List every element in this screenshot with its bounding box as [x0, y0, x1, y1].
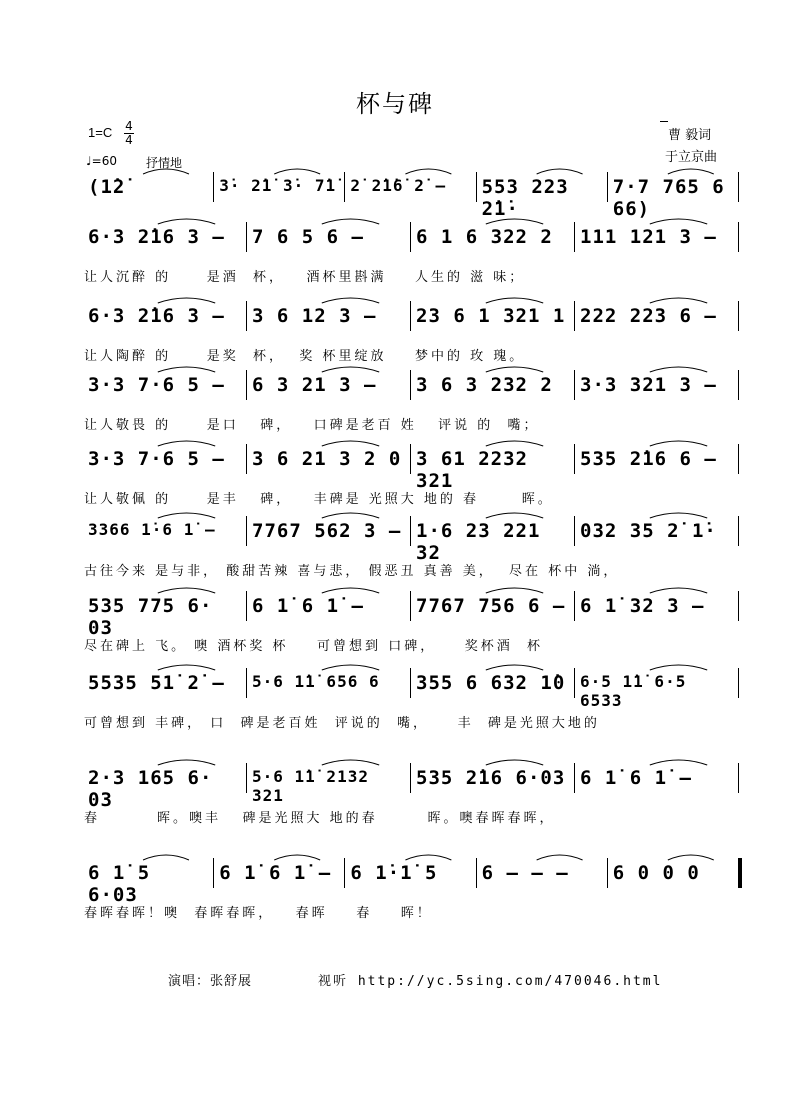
barline — [410, 763, 411, 793]
notes-row — [84, 301, 744, 331]
slur — [486, 588, 543, 593]
slur — [322, 513, 379, 518]
notes-row — [84, 591, 744, 639]
measure: 032 35 2̇ 1̇· — [580, 520, 717, 542]
notes-row — [84, 370, 744, 400]
slur — [668, 169, 714, 174]
key-signature: 1=C — [88, 125, 113, 140]
slur — [158, 588, 215, 593]
slur-marks — [84, 582, 740, 594]
slur — [405, 169, 451, 174]
barline — [738, 591, 739, 621]
barline — [410, 591, 411, 621]
slur-marks — [84, 659, 740, 671]
quarter-note-icon: ♩ — [86, 154, 92, 168]
measure: 3̇· 2̇1̇ 3̇· 7̇1̇ — [219, 176, 337, 195]
slur — [158, 665, 215, 670]
measure: 7767 562 3 – — [252, 520, 402, 542]
measure: 3366 1̇·6 1̇ – — [88, 520, 216, 539]
lyrics-line: 让人沉醉 的 是酒 杯， 酒杯里斟满 人生的 滋 味； — [84, 270, 526, 285]
slur — [322, 760, 379, 765]
barline — [738, 301, 739, 331]
measure: 6 1̇ 6 1̇ – — [580, 767, 692, 789]
slur-marks — [84, 292, 740, 304]
measure: 23 6 1 321 1 — [416, 305, 566, 327]
measure: 6 – – – — [481, 862, 569, 884]
measure: 7·7 765 6 66) — [612, 176, 725, 220]
slur — [322, 588, 379, 593]
slur — [650, 298, 707, 303]
barline — [574, 591, 575, 621]
barline — [574, 763, 575, 793]
slur — [322, 665, 379, 670]
measure: 3·3 7·6 5 – — [88, 448, 225, 470]
score-system — [84, 222, 744, 300]
lyrics-line: 尽在碑上 飞。 噢 酒杯奖 杯 可曾想到 口碑， 奖杯酒 杯 — [84, 639, 543, 654]
measure: 7767 756 6 – — [416, 595, 566, 617]
barline — [410, 222, 411, 252]
measure: 535 775 6· 03 — [88, 595, 213, 639]
slur — [322, 298, 379, 303]
measure: 3 6 21 3 2 0 — [252, 448, 402, 470]
slur — [650, 219, 707, 224]
lyrics-line: 古往今来 是与非， 酸甜苦辣 喜与悲， 假恶丑 真善 美， 尽在 杯中 淌， — [84, 564, 620, 579]
slur — [650, 760, 707, 765]
page-title: 杯与碑 — [356, 90, 434, 118]
lyrics-line: 可曾想到 丰碑， 口 碑是老百姓 评说的 嘴， 丰 碑是光照大地的 — [84, 716, 600, 731]
time-signature — [124, 120, 134, 147]
measure: 6 1̇·1̇ 5 — [350, 862, 438, 884]
slur — [668, 855, 714, 860]
measure: (1̇2̇ — [88, 176, 126, 198]
slur — [158, 367, 215, 372]
barline — [738, 444, 739, 474]
barline — [344, 172, 345, 202]
measure: 535 2̇16 6 – — [580, 448, 717, 470]
measure: 2̇ 2̇1̇6̇ 2̇ – — [350, 176, 447, 195]
slur — [650, 665, 707, 670]
barline — [738, 858, 742, 888]
score-system — [84, 858, 744, 936]
notes-row — [84, 763, 744, 811]
slur — [486, 760, 543, 765]
measure: 6·5 1̇1̇ 6·5 6533 — [580, 672, 687, 710]
measure: 6 1 6 322 2 — [416, 226, 553, 248]
barline — [607, 172, 608, 202]
barline — [574, 222, 575, 252]
lyrics-line: 让人敬畏 的 是口 碑， 口碑是老百 姓 评说 的 嘴； — [84, 418, 540, 433]
slur — [537, 855, 583, 860]
barline — [246, 516, 247, 546]
slur — [322, 367, 379, 372]
measure: 5·6 1̇1̇ 2132 321 — [252, 767, 369, 805]
measure: 222 223 6 – — [580, 305, 717, 327]
measure: 6 0 0 0 — [612, 862, 700, 884]
barline — [738, 222, 739, 252]
time-signature-top: 4 — [125, 119, 133, 133]
notes-row — [84, 222, 744, 252]
slur — [486, 367, 543, 372]
slur-marks — [84, 849, 740, 861]
slur — [158, 441, 215, 446]
barline — [410, 668, 411, 698]
barline — [213, 858, 214, 888]
barline — [246, 591, 247, 621]
barline — [410, 370, 411, 400]
measure: 6 1̇ 5 6·03 — [88, 862, 151, 906]
measure: 7 6 5 6 – — [252, 226, 364, 248]
barline — [213, 172, 214, 202]
slur — [158, 760, 215, 765]
lyrics-line: 让人敬佩 的 是丰 碑， 丰碑是 光照大 地的 春 晖。 — [84, 492, 554, 507]
slur-marks — [84, 163, 740, 175]
measure: 5535 51̇ 2̇ – — [88, 672, 225, 694]
barline — [574, 370, 575, 400]
slur — [158, 513, 215, 518]
notes-row — [84, 172, 744, 220]
barline — [410, 301, 411, 331]
slur — [650, 441, 707, 446]
measure: 553 223 2̇1̇· — [481, 176, 569, 220]
measure: 5·6 1̇1̇ 656 6 — [252, 672, 380, 691]
measure: 2·3 165 6· 03 — [88, 767, 213, 811]
barline — [246, 370, 247, 400]
lyrics-line: 春 晖。噢丰 碑是光照大 地的春 晖。噢春晖春晖， — [84, 811, 556, 826]
slur — [322, 441, 379, 446]
time-signature-bottom: 4 — [125, 133, 133, 147]
measure: 6 1̇ 32 3 – — [580, 595, 705, 617]
slur — [143, 169, 189, 174]
slur-marks — [84, 507, 740, 519]
credit-rule — [660, 121, 668, 122]
barline — [574, 301, 575, 331]
barline — [574, 668, 575, 698]
barline — [738, 370, 739, 400]
slur — [274, 855, 320, 860]
barline — [476, 172, 477, 202]
barline — [738, 172, 739, 202]
slur — [650, 588, 707, 593]
barline — [246, 222, 247, 252]
score-system — [84, 668, 744, 746]
slur — [486, 665, 543, 670]
slur — [143, 855, 189, 860]
slur — [650, 367, 707, 372]
measure: 6·3 2̇16 3 – — [88, 305, 225, 327]
barline — [574, 444, 575, 474]
score-system — [84, 763, 744, 841]
notes-row — [84, 516, 744, 564]
barline — [738, 516, 739, 546]
notes-row — [84, 858, 744, 906]
measure: 6 1̇ 6 1̇ – — [219, 862, 332, 884]
barline — [476, 858, 477, 888]
slur-marks — [84, 213, 740, 225]
barline — [410, 444, 411, 474]
measure: 6 1̇ 6 1̇ – — [252, 595, 364, 617]
listen-link[interactable]: 视听 http://yc.5sing.com/470046.html — [318, 974, 663, 989]
slur — [486, 219, 543, 224]
measure: 1·6 23 221 32 — [416, 520, 541, 564]
tempo-value: =60 — [91, 154, 117, 168]
barline — [246, 301, 247, 331]
slur — [486, 298, 543, 303]
slur-marks — [84, 361, 740, 373]
barline — [246, 668, 247, 698]
expression-marking: 抒情地 — [146, 156, 183, 170]
lyrics-line: 让人陶醉 的 是奖 杯， 奖 杯里绽放 梦中的 玫 瑰。 — [84, 349, 526, 364]
measure: 3 61 2232 321 — [416, 448, 528, 492]
score-system — [84, 591, 744, 669]
slur — [486, 441, 543, 446]
barline — [738, 763, 739, 793]
slur — [537, 169, 583, 174]
slur — [158, 298, 215, 303]
barline — [246, 444, 247, 474]
barline — [574, 516, 575, 546]
barline — [246, 763, 247, 793]
measure: 3 6 3 232 2 — [416, 374, 553, 396]
slur-marks — [84, 435, 740, 447]
notes-row — [84, 444, 744, 492]
barline — [738, 668, 739, 698]
slur-marks — [84, 754, 740, 766]
barline — [344, 858, 345, 888]
slur — [405, 855, 451, 860]
slur — [274, 169, 320, 174]
measure: 3·3 7·6 5 – — [88, 374, 225, 396]
singer-credit: 演唱：张舒展 — [168, 974, 253, 989]
measure: 6·3 2̇16 3 – — [88, 226, 225, 248]
measure: 6 3 21 3 – — [252, 374, 377, 396]
barline — [607, 858, 608, 888]
measure: 111 121 3 – — [580, 226, 717, 248]
composer-credit: 于立京曲 — [665, 150, 718, 165]
slur — [486, 513, 543, 518]
slur — [650, 513, 707, 518]
measure: 3·3 321 3 – — [580, 374, 717, 396]
lyrics-line: 春晖春晖！噢 春晖春晖， 春晖 春 晖！ — [84, 906, 433, 921]
measure: 535 2̇16 6·03 — [416, 767, 566, 789]
slur — [158, 219, 215, 224]
measure: 355 6 632 1̇0 — [416, 672, 566, 694]
slur — [322, 219, 379, 224]
notes-row — [84, 668, 744, 710]
lyricist-credit: 曹 毅词 — [668, 128, 712, 143]
barline — [410, 516, 411, 546]
measure: 3 6 12 3 – — [252, 305, 377, 327]
